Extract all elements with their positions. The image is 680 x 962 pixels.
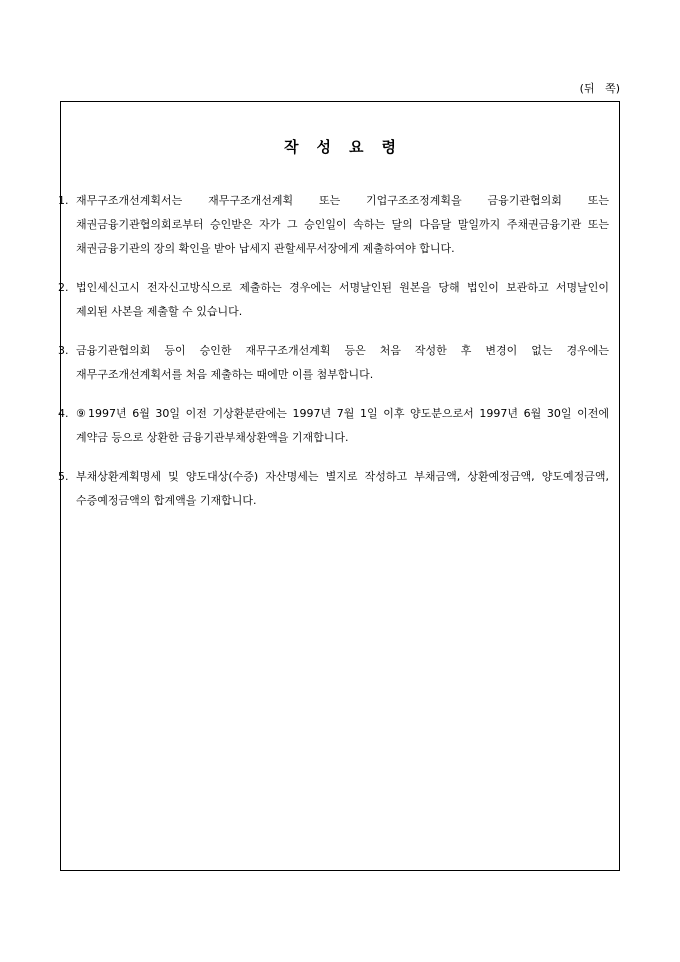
list-item [58, 465, 621, 513]
item-text: 금융기관협의회 등이 승인한 재무구조개선계획 등은 처음 작성한 후 변경이 없는 경우에는 재무구조개선계획서를 처음 제출하는 때에만 이를 첨부합니다. [76, 344, 609, 381]
item-text: ⑨1997년 6월 30일 이전 기상환분란에는 1997년 7월 1일 이후 양도분으로서 1997년 6월 30일 이전에 계약금 등으로 상환한 금융기관부채상환액을 기재합니다. [76, 407, 609, 444]
item-number: 5. [58, 470, 69, 483]
item-text: 재무구조개선계획서는 재무구조개선계획 또는 기업구조조정계획을 금융기관협의회 또는 채권금융기관협의회로부터 승인받은 자가 그 승인일이 속하는 달의 다음달 말일까지 주채권금융기관 또는 채권금융기관의 장의 확인을 받아 납세지 관할세무서장에게 제출하여야 합니다. [76, 194, 609, 255]
list-item [58, 339, 621, 387]
list-item [58, 402, 621, 450]
instruction-list [58, 189, 621, 528]
page-title: 작성요령 [284, 138, 414, 156]
page-side-label: (뒤 쪽) [579, 82, 620, 95]
item-number: 4. [58, 407, 69, 420]
item-number: 3. [58, 344, 69, 357]
item-text: 법인세신고시 전자신고방식으로 제출하는 경우에는 서명날인된 원본을 당해 법인이 보관하고 서명날인이 제외된 사본을 제출할 수 있습니다. [76, 281, 609, 318]
instructions-frame [60, 101, 620, 871]
list-item [58, 189, 621, 261]
item-number: 2. [58, 281, 69, 294]
item-text: 부채상환계획명세 및 양도대상(수증) 자산명세는 별지로 작성하고 부채금액, 상환예정금액, 양도예정금액, 수증예정금액의 합계액을 기재합니다. [76, 470, 609, 507]
list-item [58, 276, 621, 324]
item-number: 1. [58, 194, 69, 207]
